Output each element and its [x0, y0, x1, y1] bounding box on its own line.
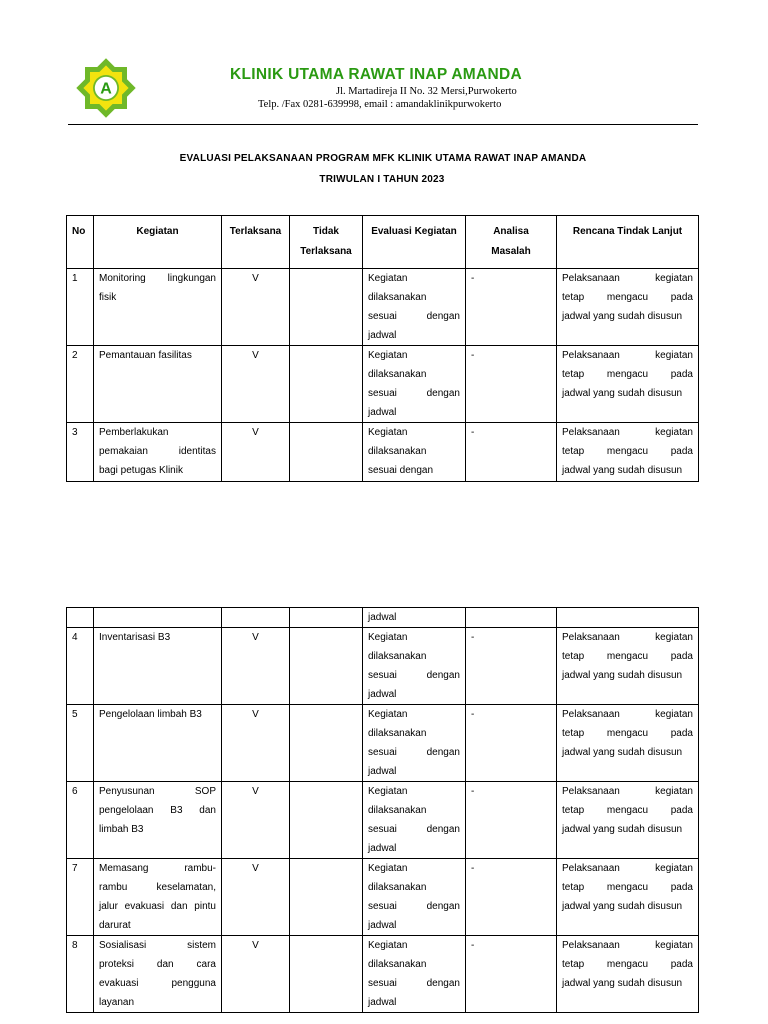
- cell-kegiatan-line: Monitoring lingkungan: [99, 273, 216, 284]
- table-row: [67, 346, 699, 423]
- cell-tidak: [290, 346, 363, 423]
- cell-terlaksana: V: [222, 346, 290, 423]
- cell-evaluasi-line: sesuai dengan: [368, 670, 460, 681]
- cell-evaluasi-line: Kegiatan: [368, 632, 408, 643]
- table-row: [67, 269, 699, 346]
- cell-evaluasi: [363, 782, 466, 859]
- clinic-contact: Telp. /Fax 0281-639998, email : amandaklinikpurwokerto: [258, 99, 502, 110]
- cell-evaluasi-line: Kegiatan: [368, 940, 408, 951]
- cell-analisa: -: [466, 782, 557, 859]
- cell-kegiatan-line: Sosialisasi sistem: [99, 940, 216, 951]
- cell-analisa: -: [466, 859, 557, 936]
- cell-rencana: [557, 628, 699, 705]
- cell-rencana-line: jadwal yang sudah disusun: [562, 901, 683, 912]
- cell-no: 3: [67, 423, 94, 482]
- cell-evaluasi-line: jadwal: [368, 766, 397, 777]
- cell-kegiatan-line: pengelolaan B3 dan: [99, 805, 216, 816]
- cell-analisa: -: [466, 628, 557, 705]
- cell-tidak: [290, 628, 363, 705]
- cell-evaluasi: jadwal: [363, 608, 466, 628]
- cell-evaluasi-line: Kegiatan: [368, 273, 408, 284]
- clinic-logo: [76, 58, 136, 118]
- cell-terlaksana: V: [222, 782, 290, 859]
- document-subtitle: TRIWULAN I TAHUN 2023: [319, 174, 445, 185]
- table-row: [67, 782, 699, 859]
- cell-terlaksana: V: [222, 859, 290, 936]
- cell-evaluasi-line: sesuai dengan: [368, 311, 460, 322]
- cell-kegiatan-line: fisik: [99, 292, 117, 303]
- cell-rencana: [557, 705, 699, 782]
- table-header-row: [67, 216, 699, 269]
- table-row-continuation: [67, 608, 699, 628]
- cell-tidak: [290, 269, 363, 346]
- cell-rencana-line: Pelaksanaan kegiatan: [562, 940, 693, 951]
- cell-tidak: [290, 936, 363, 1013]
- cell-evaluasi-line: Kegiatan: [368, 427, 408, 438]
- cell-evaluasi-line: sesuai dengan: [368, 978, 460, 989]
- cell-rencana-line: tetap mengacu pada: [562, 446, 693, 457]
- cell-analisa: -: [466, 936, 557, 1013]
- cell-rencana-line: tetap mengacu pada: [562, 292, 693, 303]
- cell-evaluasi-line: dilaksanakan: [368, 292, 427, 303]
- cell-evaluasi-line: dilaksanakan: [368, 369, 427, 380]
- table-row: [67, 705, 699, 782]
- cell-tidak: [290, 423, 363, 482]
- cell-evaluasi-line: sesuai dengan: [368, 901, 460, 912]
- cell-kegiatan-line: layanan: [99, 997, 135, 1008]
- cell-kegiatan: [94, 423, 222, 482]
- cell-rencana-line: jadwal yang sudah disusun: [562, 824, 683, 835]
- cell-evaluasi: [363, 859, 466, 936]
- header-terlaksana: Terlaksana: [222, 216, 290, 269]
- cell-evaluasi-line: jadwal: [368, 330, 397, 341]
- cell-analisa: [466, 608, 557, 628]
- header-analisa: Analisa Masalah: [466, 216, 557, 269]
- cell-kegiatan: [94, 269, 222, 346]
- document-title: EVALUASI PELAKSANAAN PROGRAM MFK KLINIK UTAMA RAWAT INAP AMANDA: [179, 153, 587, 164]
- cell-rencana-line: tetap mengacu pada: [562, 369, 693, 380]
- cell-rencana: [557, 346, 699, 423]
- cell-evaluasi-line: jadwal: [368, 689, 397, 700]
- cell-rencana-line: tetap mengacu pada: [562, 959, 693, 970]
- logo-letter: A: [100, 80, 112, 98]
- cell-rencana-line: tetap mengacu pada: [562, 651, 693, 662]
- cell-no: 2: [67, 346, 94, 423]
- cell-no: 6: [67, 782, 94, 859]
- cell-no: [67, 608, 94, 628]
- cell-rencana: [557, 608, 699, 628]
- cell-kegiatan-line: pemakaian identitas: [99, 446, 216, 457]
- cell-evaluasi-line: dilaksanakan: [368, 805, 427, 816]
- cell-rencana-line: jadwal yang sudah disusun: [562, 978, 683, 989]
- cell-rencana: [557, 936, 699, 1013]
- table-row: [67, 628, 699, 705]
- header-divider: [68, 124, 698, 125]
- cell-evaluasi-line: jadwal: [368, 843, 397, 854]
- cell-evaluasi-line: sesuai dengan: [368, 824, 460, 835]
- cell-evaluasi-line: sesuai dengan: [368, 465, 434, 476]
- cell-evaluasi-line: dilaksanakan: [368, 446, 427, 457]
- cell-evaluasi-line: Kegiatan: [368, 786, 408, 797]
- table-row: [67, 859, 699, 936]
- cell-kegiatan-line: Inventarisasi B3: [99, 632, 171, 643]
- cell-rencana-line: tetap mengacu pada: [562, 728, 693, 739]
- cell-rencana-line: Pelaksanaan kegiatan: [562, 273, 693, 284]
- header-no: No: [67, 216, 94, 269]
- cell-evaluasi: [363, 628, 466, 705]
- cell-kegiatan: [94, 608, 222, 628]
- cell-evaluasi: [363, 936, 466, 1013]
- evaluation-table-continued: [66, 607, 699, 1013]
- header-kegiatan: Kegiatan: [94, 216, 222, 269]
- table-row: [67, 423, 699, 482]
- cell-evaluasi-line: sesuai dengan: [368, 388, 460, 399]
- cell-evaluasi: [363, 423, 466, 482]
- cell-kegiatan: [94, 859, 222, 936]
- cell-evaluasi-line: dilaksanakan: [368, 959, 427, 970]
- cell-rencana-line: jadwal yang sudah disusun: [562, 747, 683, 758]
- cell-rencana-line: Pelaksanaan kegiatan: [562, 632, 693, 643]
- cell-kegiatan-line: Penyusunan SOP: [99, 786, 216, 797]
- cell-kegiatan: [94, 705, 222, 782]
- cell-terlaksana: V: [222, 705, 290, 782]
- cell-no: 1: [67, 269, 94, 346]
- cell-kegiatan-line: jalur evakuasi dan pintu: [99, 901, 216, 912]
- cell-evaluasi-line: Kegiatan: [368, 350, 408, 361]
- cell-rencana-line: tetap mengacu pada: [562, 805, 693, 816]
- cell-evaluasi-line: dilaksanakan: [368, 882, 427, 893]
- cell-evaluasi-line: jadwal: [368, 997, 397, 1008]
- cell-analisa: -: [466, 705, 557, 782]
- cell-terlaksana: V: [222, 423, 290, 482]
- cell-no: 7: [67, 859, 94, 936]
- cell-rencana-line: Pelaksanaan kegiatan: [562, 350, 693, 361]
- cell-no: 8: [67, 936, 94, 1013]
- cell-evaluasi-line: dilaksanakan: [368, 728, 427, 739]
- cell-analisa: -: [466, 346, 557, 423]
- cell-evaluasi-line: Kegiatan: [368, 709, 408, 720]
- cell-analisa: -: [466, 423, 557, 482]
- cell-rencana: [557, 782, 699, 859]
- header-evaluasi: Evaluasi Kegiatan: [363, 216, 466, 269]
- cell-no: 4: [67, 628, 94, 705]
- cell-evaluasi: [363, 269, 466, 346]
- cell-rencana-line: jadwal yang sudah disusun: [562, 670, 683, 681]
- cell-kegiatan: [94, 628, 222, 705]
- cell-kegiatan-line: bagi petugas Klinik: [99, 465, 183, 476]
- cell-kegiatan-line: Pemantauan fasilitas: [99, 350, 192, 361]
- cell-kegiatan-line: limbah B3: [99, 824, 144, 835]
- cell-tidak: [290, 782, 363, 859]
- cell-rencana-line: jadwal yang sudah disusun: [562, 311, 683, 322]
- table-row: [67, 936, 699, 1013]
- cell-evaluasi-line: Kegiatan: [368, 863, 408, 874]
- cell-rencana: [557, 269, 699, 346]
- clinic-name: KLINIK UTAMA RAWAT INAP AMANDA: [230, 66, 522, 83]
- cell-kegiatan: [94, 782, 222, 859]
- cell-rencana: [557, 423, 699, 482]
- cell-evaluasi-line: dilaksanakan: [368, 651, 427, 662]
- cell-rencana-line: jadwal yang sudah disusun: [562, 388, 683, 399]
- cell-terlaksana: [222, 608, 290, 628]
- cell-rencana-line: Pelaksanaan kegiatan: [562, 709, 693, 720]
- cell-evaluasi: [363, 346, 466, 423]
- cell-tidak: [290, 608, 363, 628]
- header-rencana: Rencana Tindak Lanjut: [557, 216, 699, 269]
- cell-terlaksana: V: [222, 628, 290, 705]
- cell-kegiatan-line: proteksi dan cara: [99, 959, 216, 970]
- cell-kegiatan: [94, 346, 222, 423]
- cell-rencana: [557, 859, 699, 936]
- cell-tidak: [290, 859, 363, 936]
- cell-kegiatan-line: Pengelolaan limbah B3: [99, 709, 202, 720]
- clinic-address: Jl. Martadireja II No. 32 Mersi,Purwokerto: [336, 86, 517, 97]
- clinic-logo-icon: [76, 58, 136, 118]
- cell-evaluasi-line: sesuai dengan: [368, 747, 460, 758]
- evaluation-table: [66, 215, 699, 482]
- cell-rencana-line: Pelaksanaan kegiatan: [562, 863, 693, 874]
- cell-terlaksana: V: [222, 936, 290, 1013]
- cell-evaluasi-line: jadwal: [368, 407, 397, 418]
- cell-analisa: -: [466, 269, 557, 346]
- cell-kegiatan-line: Memasang rambu-: [99, 863, 216, 874]
- cell-kegiatan-line: darurat: [99, 920, 131, 931]
- cell-kegiatan-line: rambu keselamatan,: [99, 882, 216, 893]
- cell-kegiatan-line: Pemberlakukan: [99, 427, 169, 438]
- cell-no: 5: [67, 705, 94, 782]
- cell-rencana-line: Pelaksanaan kegiatan: [562, 427, 693, 438]
- cell-rencana-line: Pelaksanaan kegiatan: [562, 786, 693, 797]
- cell-evaluasi-line: jadwal: [368, 920, 397, 931]
- cell-kegiatan-line: evakuasi pengguna: [99, 978, 216, 989]
- cell-kegiatan: [94, 936, 222, 1013]
- cell-evaluasi: [363, 705, 466, 782]
- cell-rencana-line: jadwal yang sudah disusun: [562, 465, 683, 476]
- cell-rencana-line: tetap mengacu pada: [562, 882, 693, 893]
- cell-tidak: [290, 705, 363, 782]
- cell-terlaksana: V: [222, 269, 290, 346]
- header-tidak-terlaksana: Tidak Terlaksana: [290, 216, 363, 269]
